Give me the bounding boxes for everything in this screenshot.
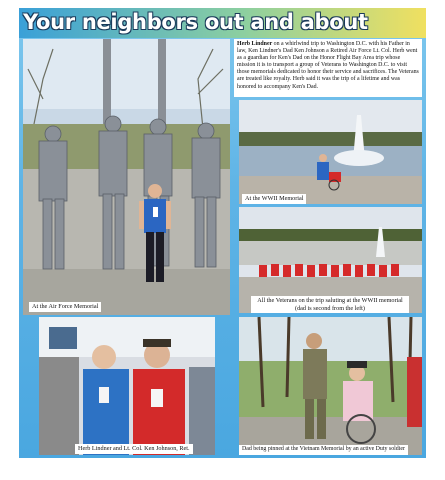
photo-wwii-memorial [239, 100, 422, 204]
story-lead: Herb Lindner [237, 41, 273, 47]
newsletter-page [19, 8, 426, 458]
photo-veterans-saluting [239, 207, 422, 313]
caption-veterans-line2: (dad is second from the left) [295, 304, 365, 312]
story-text [234, 39, 422, 97]
caption-veterans [251, 296, 409, 313]
caption-veterans-line1: All the Veterans on the trip saluting at the WWII memorial [257, 297, 403, 304]
page-title: Your neighbors out and about [23, 10, 368, 34]
photo-vietnam-memorial [239, 317, 422, 455]
photo-herb-and-ken [39, 317, 215, 455]
story-body: on a whirlwind trip to Washington D.C. with his Father in law, Ken Lindner's Dad Ken Johnson a Retired Air Force Lt. Col. Herb went as a guardian for Ken's Dad on the Honor Flight Bay Area trip whose mission it is to transport a group of Veterans to Washington D.C. to visit those memorials dedicated to honor their service and sacrifices. The Veterans are treated like royalty. Herb said it was the trip of a lifetime and was honored to accompany Ken's Dad. [237, 41, 419, 90]
title-banner [19, 8, 426, 38]
photo-air-force-memorial [23, 39, 230, 315]
caption-vietnam: Dad being pinned at the Vietnam Memorial by an active Duty soldier [239, 445, 408, 455]
caption-air-force: At the Air Force Memorial [29, 302, 101, 312]
caption-wwii: At the WWII Memorial [242, 194, 306, 204]
caption-herb-ken: Herb Lindner and Lt. Col. Ken Johnson, Ret. [75, 444, 193, 454]
